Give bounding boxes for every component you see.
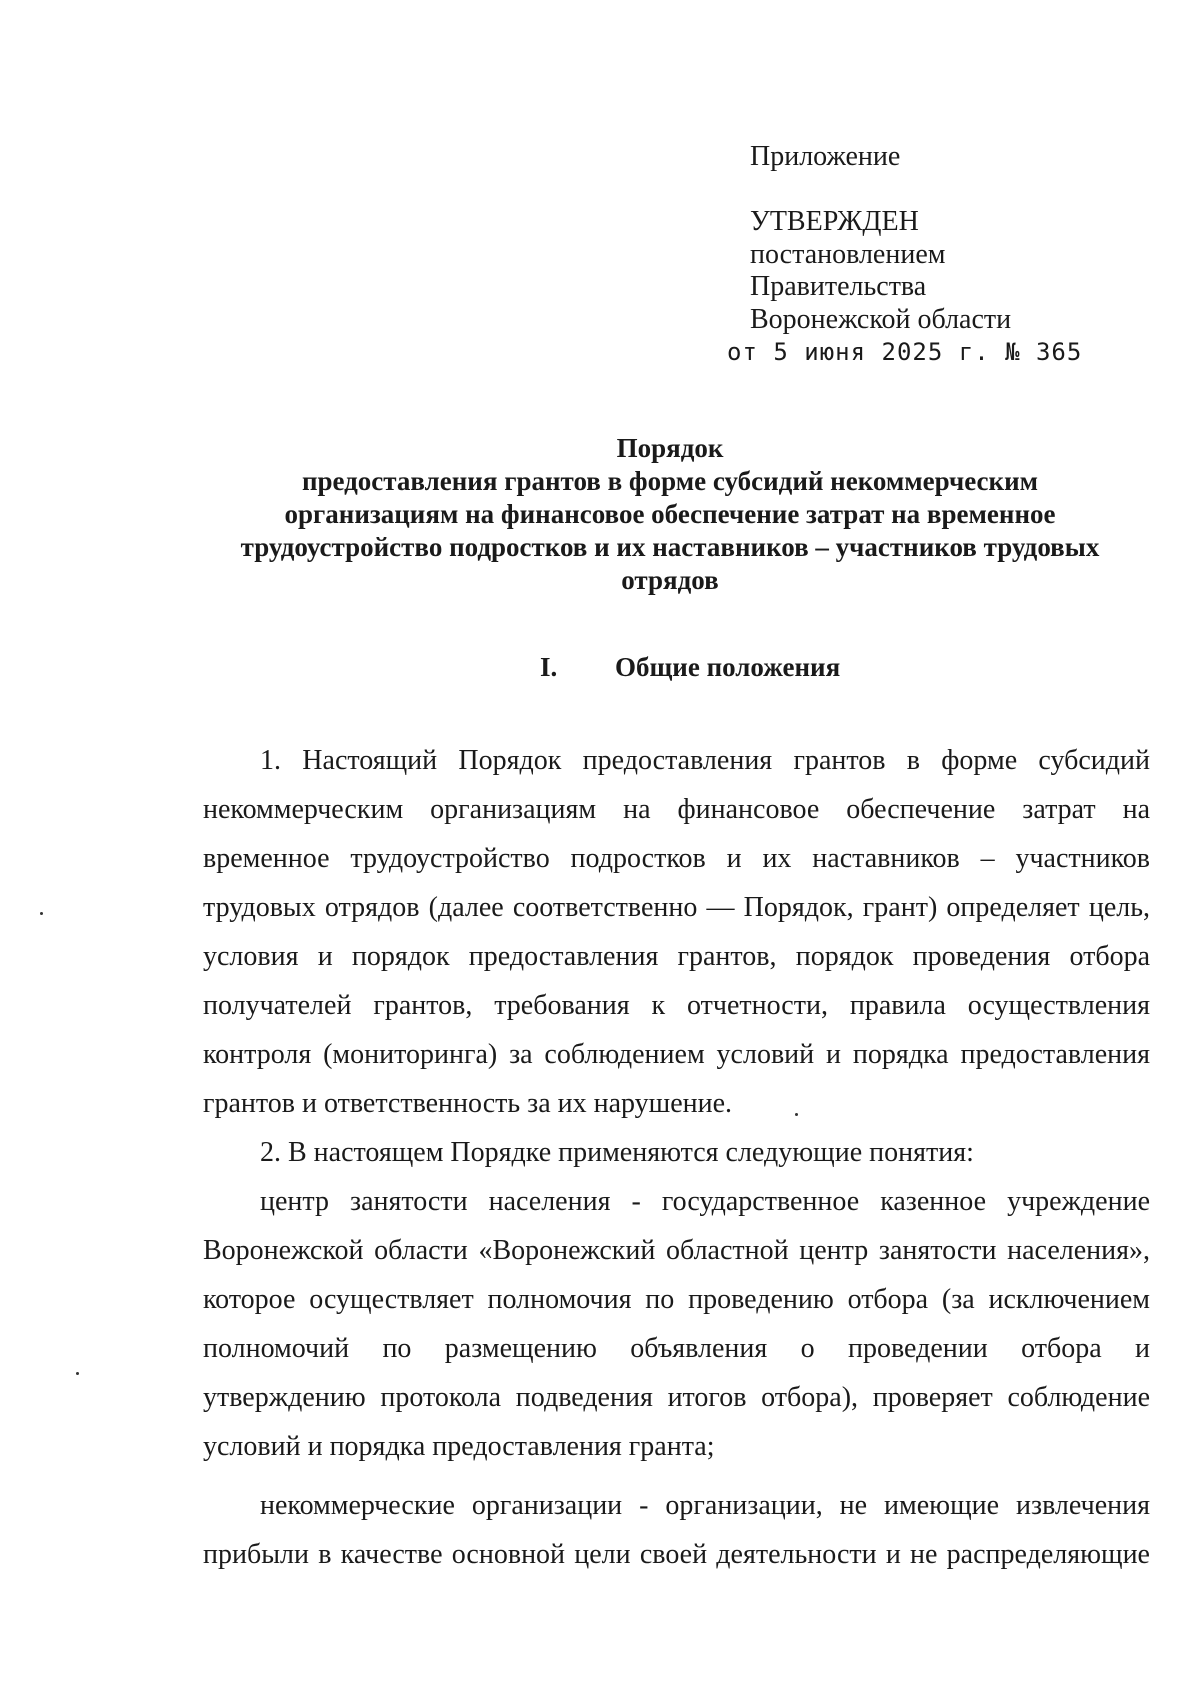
body-line: грантов и ответственность за их нарушение. bbox=[203, 1088, 733, 1119]
body-line: 1. Настоящий Порядок предоставления грантов в форме субсидий bbox=[260, 745, 1150, 776]
approval-line: Воронежской области bbox=[750, 304, 1012, 335]
body-line: утверждению протокола подведения итогов отбора), проверяет соблюдение bbox=[203, 1382, 1150, 1413]
section-number: I. bbox=[540, 652, 558, 682]
document-title bbox=[190, 432, 1150, 597]
approval-line: Правительства bbox=[750, 271, 927, 302]
body-line: условий и порядка предоставления гранта; bbox=[203, 1431, 715, 1462]
body-line: некоммерческие организации - организации, не имеющие извлечения bbox=[260, 1490, 1150, 1521]
scan-speck bbox=[76, 1372, 79, 1375]
body-line: прибыли в качестве основной цели своей деятельности и не распределяющие bbox=[203, 1539, 1150, 1570]
section-title: Общие положения bbox=[615, 652, 841, 682]
scan-speck bbox=[795, 1113, 798, 1116]
paragraph-2: 2. В настоящем Порядке применяются следующие понятия: bbox=[260, 1137, 974, 1168]
body-line: контроля (мониторинга) за соблюдением условий и порядка предоставления bbox=[203, 1039, 1150, 1070]
body-line: временное трудоустройство подростков и их наставников – участников bbox=[203, 843, 1150, 874]
title-line: трудоустройство подростков и их наставников – участников трудовых bbox=[240, 532, 1100, 562]
title-line: отрядов bbox=[621, 565, 719, 595]
scan-speck bbox=[40, 912, 43, 915]
body-line: которое осуществляет полномочия по проведению отбора (за исключением bbox=[203, 1284, 1150, 1315]
body-line: центр занятости населения - государственное казенное учреждение bbox=[260, 1186, 1150, 1217]
body-line: условия и порядок предоставления грантов, порядок проведения отбора bbox=[203, 941, 1150, 972]
approval-line: постановлением bbox=[750, 239, 946, 270]
body-line: трудовых отрядов (далее соответственно — Порядок, грант) определяет цель, bbox=[203, 892, 1150, 923]
body-line: некоммерческим организациям на финансовое обеспечение затрат на bbox=[203, 794, 1150, 825]
title-word: Порядок bbox=[616, 433, 724, 463]
decree-date: от 5 июня 2025 г. № 365 bbox=[727, 338, 1083, 366]
body-line: Воронежской области «Воронежский областной центр занятости населения», bbox=[203, 1235, 1150, 1266]
title-line: предоставления грантов в форме субсидий некоммерческим bbox=[301, 466, 1039, 496]
body-line: полномочий по размещению объявления о проведении отбора и bbox=[203, 1333, 1150, 1364]
appendix-label: Приложение bbox=[750, 141, 901, 172]
approved-label: УТВЕРЖДЕН bbox=[750, 206, 919, 237]
body-line: получателей грантов, требования к отчетности, правила осуществления bbox=[203, 990, 1150, 1021]
title-line: организациям на финансовое обеспечение затрат на временное bbox=[284, 499, 1056, 529]
